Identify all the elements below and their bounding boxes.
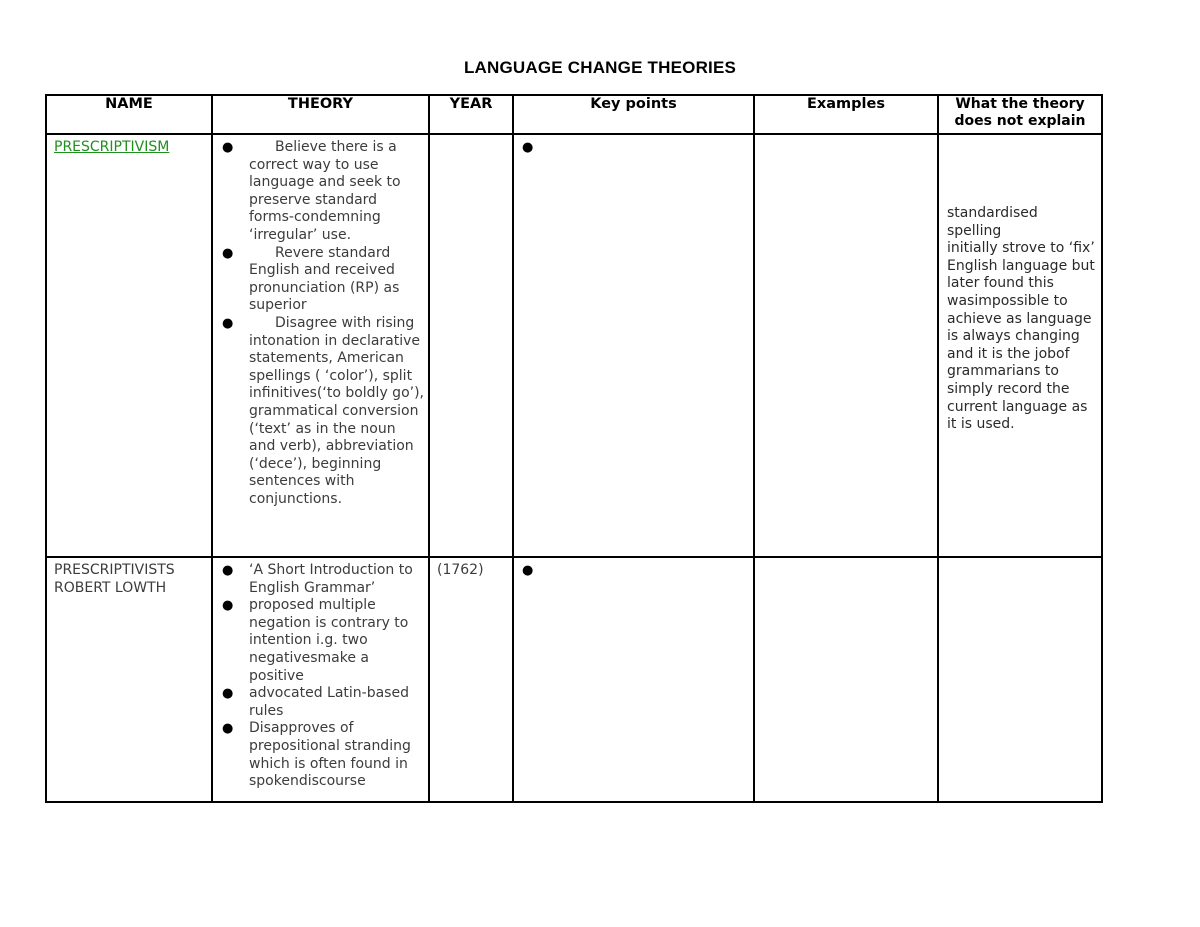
examples-value xyxy=(755,558,937,562)
theory-cell xyxy=(212,557,429,802)
examples-cell xyxy=(754,134,938,557)
table-row xyxy=(46,557,1102,802)
prescriptivism-link[interactable]: PRESCRIPTIVISM xyxy=(54,139,170,155)
examples-cell xyxy=(754,557,938,802)
not-explained-cell xyxy=(938,134,1102,557)
theory-list xyxy=(213,135,428,508)
list-item: ● Disapproves of prepositional stranding which is often found in spokendiscourse xyxy=(222,720,411,790)
list-item: ● Disagree with rising intonation in declarative statements, American spellings ( ‘color’), split infinitives(‘to boldly go’), grammatical conversion (‘text’ as in the noun and verb), abbreviation (‘dece’), beginning sentences with conjunctions. xyxy=(222,314,424,507)
header-not-explained: What the theory does not explain xyxy=(938,95,1102,134)
year-value: (1762) xyxy=(437,562,484,578)
not-explained-text: standardised spelling initially strove to ‘fix’ English language but later found this wasimpossible to achieve as language is always changing and it is the jobof grammarians to simply record the current language as it is used. xyxy=(947,205,1095,433)
bullet-icon: ● xyxy=(222,245,234,261)
header-name: NAME xyxy=(46,95,212,134)
document-title: LANGUAGE CHANGE THEORIES xyxy=(463,58,737,77)
year-value xyxy=(430,135,512,139)
bullet-icon: ● xyxy=(222,686,234,702)
name-cell xyxy=(46,134,212,557)
year-cell xyxy=(429,557,513,802)
table-row xyxy=(46,134,1102,557)
name-value: PRESCRIPTIVISTS ROBERT LOWTH xyxy=(54,562,175,596)
key-points-value xyxy=(514,580,753,584)
bullet-icon: ● xyxy=(222,598,234,614)
bullet-icon: ● xyxy=(522,140,534,155)
theory-cell xyxy=(212,134,429,557)
year-cell xyxy=(429,134,513,557)
key-points-cell xyxy=(513,557,754,802)
bullet-icon: ● xyxy=(222,563,234,578)
list-item: ● Believe there is a correct way to use language and seek to preserve standard forms-condemning ‘irregular’ use. xyxy=(222,139,401,243)
not-explained-value xyxy=(939,558,1101,562)
theories-table xyxy=(45,94,1103,803)
list-item: ● ‘A Short Introduction to English Grammar’ xyxy=(222,562,413,596)
key-points-value xyxy=(514,157,753,161)
name-cell xyxy=(46,557,212,802)
bullet-icon: ● xyxy=(222,315,234,331)
header-row xyxy=(46,95,1102,134)
header-theory: THEORY xyxy=(212,95,429,134)
bullet-icon: ● xyxy=(222,721,234,737)
bullet-icon: ● xyxy=(522,563,534,578)
list-item: ● proposed multiple negation is contrary to intention i.g. two negativesmake a positive xyxy=(222,597,409,684)
theory-list xyxy=(213,558,428,791)
header-year: YEAR xyxy=(429,95,513,134)
examples-value xyxy=(755,135,937,139)
key-points-cell xyxy=(513,134,754,557)
not-explained-cell xyxy=(938,557,1102,802)
list-item: ● advocated Latin-based rules xyxy=(222,685,409,719)
header-key-points: Key points xyxy=(513,95,754,134)
bullet-icon: ● xyxy=(222,140,234,155)
header-examples: Examples xyxy=(754,95,938,134)
list-item: ● Revere standard English and received pronunciation (RP) as superior xyxy=(222,244,400,314)
